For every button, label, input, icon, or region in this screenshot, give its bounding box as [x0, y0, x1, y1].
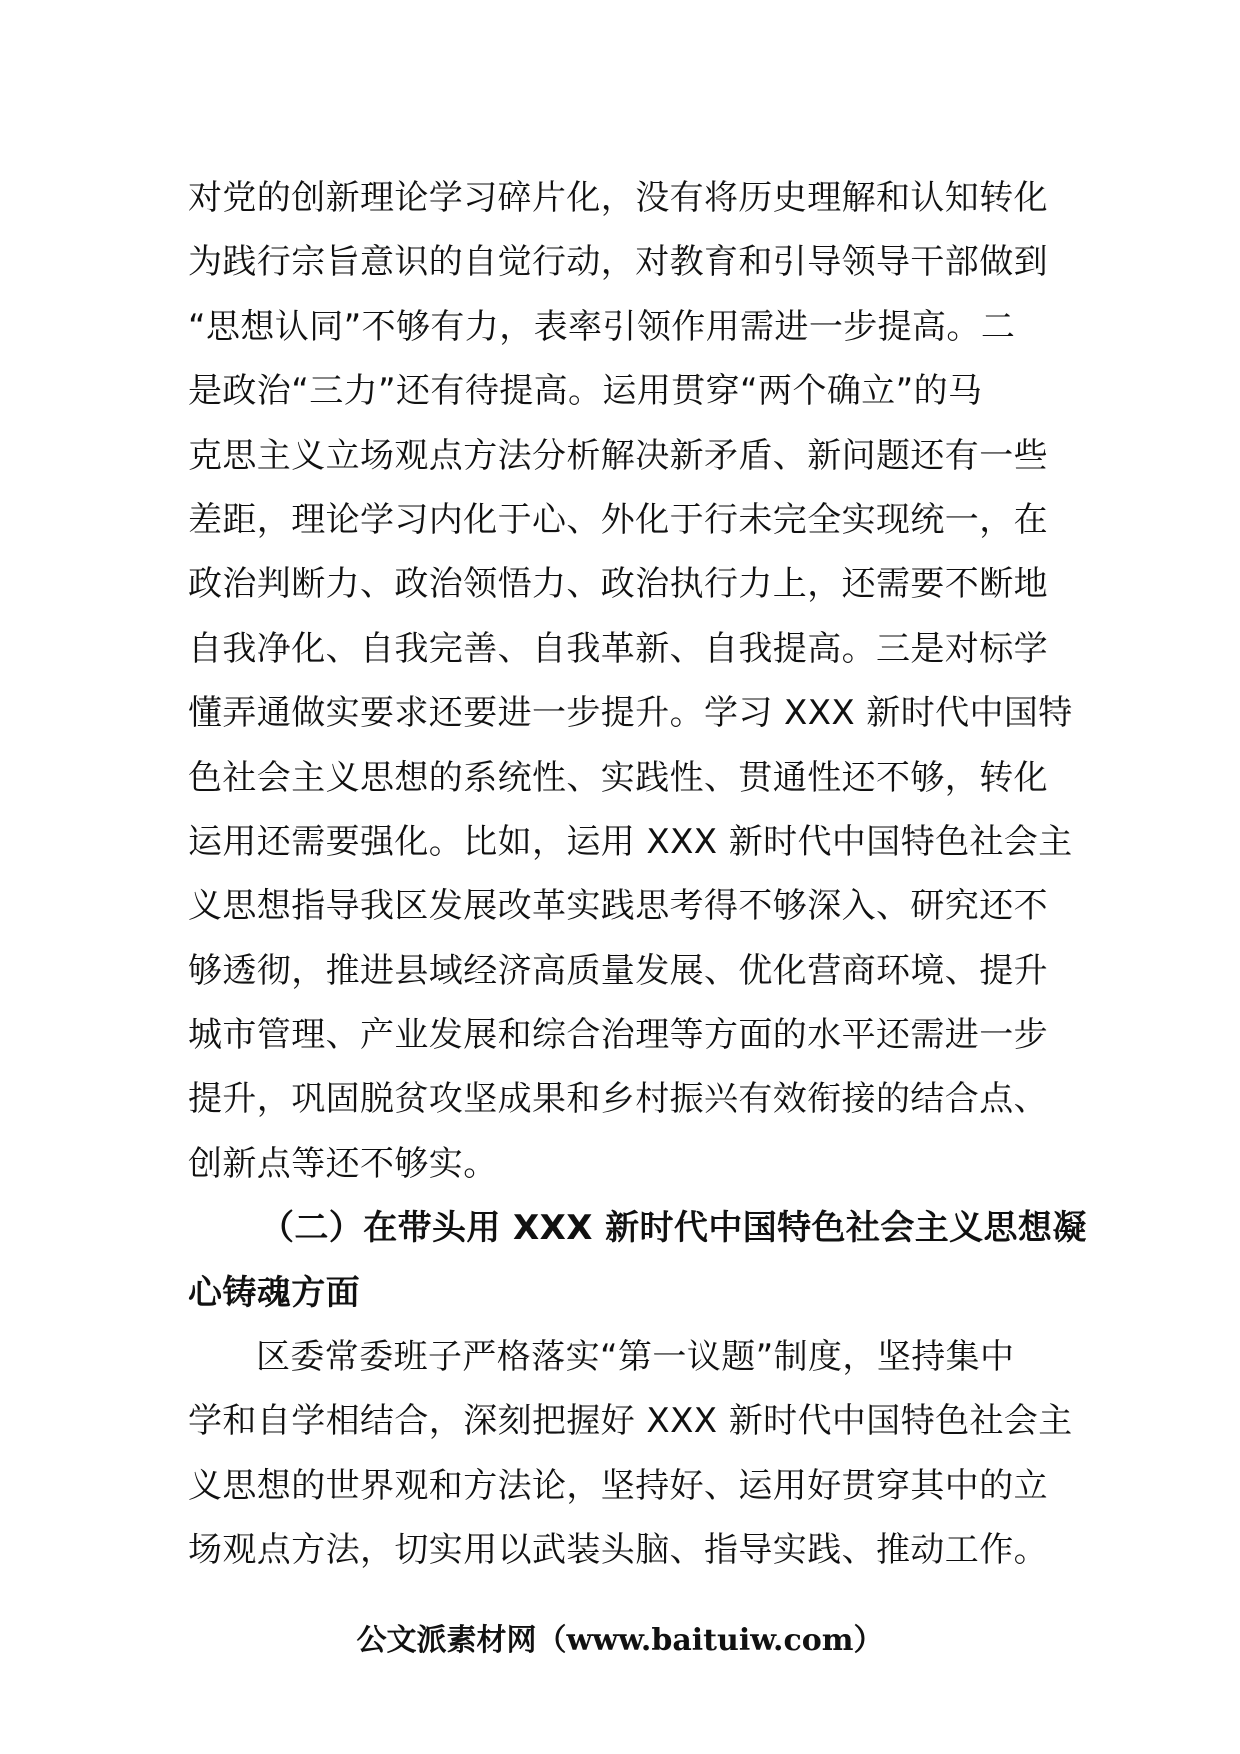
document-body: [188, 166, 1087, 1583]
footer-site-url: （www.baituiw.com）: [536, 1623, 884, 1658]
body-line: 创新点等还不够实。: [188, 1143, 498, 1184]
paragraph-line: 区委常委班子严格落实“第一议题”制度，坚持集中: [256, 1337, 1015, 1378]
body-line: 运用还需要强化。比如，运用 XXX 新时代中国特色社会主: [188, 821, 1073, 862]
body-line: 差距，理论学习内化于心、外化于行未完全实现统一，在: [188, 499, 1048, 540]
body-line: 提升，巩固脱贫攻坚成果和乡村振兴有效衔接的结合点、: [188, 1079, 1048, 1120]
paragraph-line: 场观点方法，切实用以武装头脑、指导实践、推动工作。: [188, 1530, 1048, 1571]
paragraph-line: 学和自学相结合，深刻把握好 XXX 新时代中国特色社会主: [188, 1401, 1073, 1442]
body-line: 义思想指导我区发展改革实践思考得不够深入、研究还不: [188, 886, 1048, 927]
footer-site-name: 公文派素材网: [356, 1623, 537, 1658]
body-line: 政治判断力、政治领悟力、政治执行力上，还需要不断地: [188, 564, 1048, 605]
body-line: 城市管理、产业发展和综合治理等方面的水平还需进一步: [188, 1015, 1048, 1056]
body-line: 懂弄通做实要求还要进一步提升。学习 XXX 新时代中国特: [188, 693, 1073, 734]
body-line: 对党的创新理论学习碎片化，没有将历史理解和认知转化: [188, 178, 1048, 218]
body-line: 够透彻，推进县域经济高质量发展、优化营商环境、提升: [188, 950, 1048, 991]
body-line: 为践行宗旨意识的自觉行动，对教育和引导领导干部做到: [188, 242, 1048, 283]
paragraph-line: 义思想的世界观和方法论，坚持好、运用好贯穿其中的立: [188, 1465, 1048, 1506]
section-heading-line: 心铸魂方面: [188, 1272, 360, 1313]
section-heading-line: （二）在带头用 XXX 新时代中国特色社会主义思想凝: [260, 1208, 1087, 1249]
body-line: 克思主义立场观点方法分析解决新矛盾、新问题还有一些: [188, 435, 1048, 476]
page-footer: [0, 1616, 1240, 1666]
body-line: 色社会主义思想的系统性、实践性、贯通性还不够，转化: [188, 757, 1048, 798]
body-line: 自我净化、自我完善、自我革新、自我提高。三是对标学: [188, 628, 1048, 669]
body-line: 是政治“三力”还有待提高。运用贯穿“两个确立”的马: [188, 371, 983, 412]
body-line: “思想认同”不够有力，表率引领作用需进一步提高。二: [188, 306, 1016, 347]
